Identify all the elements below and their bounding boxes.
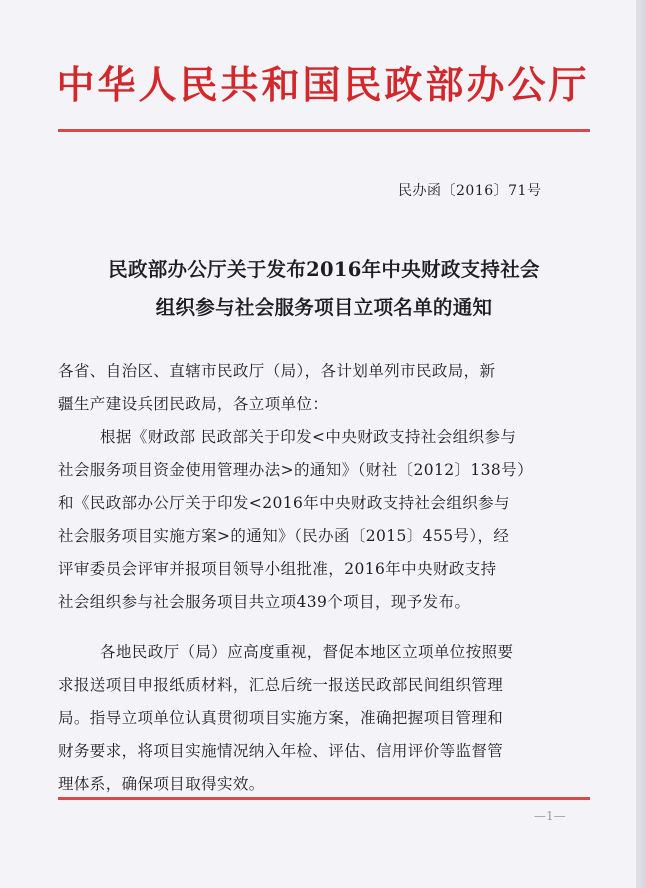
addressee-line-2: 疆生产建设兵团民政局，各立项单位： <box>58 395 329 413</box>
page-edge <box>636 0 646 888</box>
red-header-rule <box>58 129 590 132</box>
title-line-2: 组织参与社会服务项目立项名单的通知 <box>155 296 493 319</box>
paragraph1-line-4: 社会服务项目实施方案>的通知》（民办函〔2015〕455号），经 <box>58 527 510 545</box>
document-body <box>58 355 590 801</box>
issuing-organization-header: 中华人民共和国民政部办公厅 <box>56 63 590 107</box>
paragraph2-line-5: 理体系，确保项目取得实效。 <box>58 775 265 793</box>
red-footer-rule <box>58 797 590 800</box>
addressee-line-1: 各省、自治区、直辖市民政厅（局），各计划单列市民政局，新 <box>58 362 496 380</box>
paragraph2-line-2: 求报送项目申报纸质材料，汇总后统一报送民政部民间组织管理 <box>58 676 504 694</box>
title-line-1: 民政部办公厅关于发布2016年中央财政支持社会 <box>108 258 540 281</box>
paragraph1-line-1: 根据《财政部 民政部关于印发<中央财政支持社会组织参与 <box>100 428 517 446</box>
document-title <box>58 251 590 327</box>
paragraph1-line-2: 社会服务项目资金使用管理办法>的通知》（财社〔2012〕138号） <box>58 461 533 479</box>
page-number: —1— <box>534 809 566 823</box>
paragraph1-line-6: 社会组织参与社会服务项目共立项439个项目，现予发布。 <box>58 593 471 611</box>
document-number: 民办函〔2016〕71号 <box>398 183 542 199</box>
paragraph2-line-3: 局。指导立项单位认真贯彻项目实施方案，准确把握项目管理和 <box>58 709 504 727</box>
paragraph1-line-3: 和《民政部办公厅关于印发<2016年中央财政支持社会组织参与 <box>58 494 510 512</box>
paragraph2-line-1: 各地民政厅（局）应高度重视，督促本地区立项单位按照要 <box>100 643 514 661</box>
paragraph1-line-5: 评审委员会评审并报项目领导小组批准，2016年中央财政支持 <box>58 560 497 578</box>
paragraph2-line-4: 财务要求，将项目实施情况纳入年检、评估、信用评价等监督管 <box>58 742 504 760</box>
